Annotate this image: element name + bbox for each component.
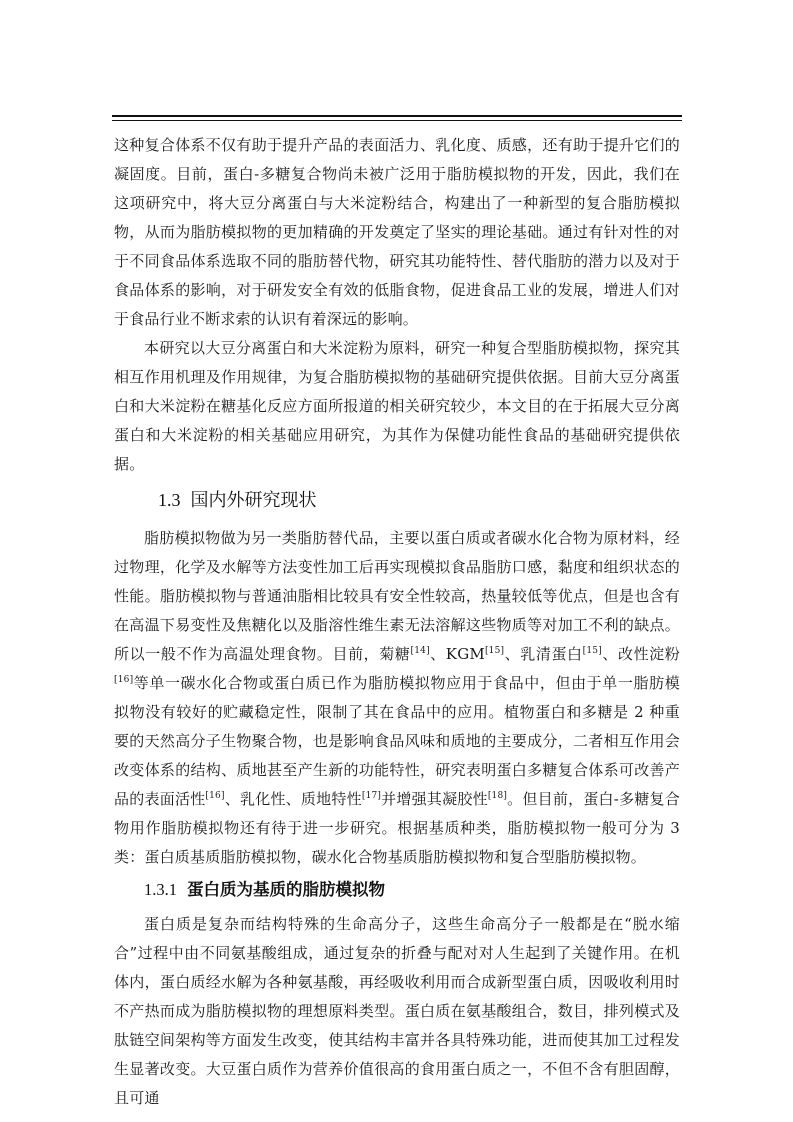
section-heading-1-3-1 [114, 874, 680, 906]
text-run: 、KGM [429, 645, 485, 663]
citation-ref: [16] [114, 675, 134, 685]
paragraph-fat-mimetics [114, 524, 680, 872]
page-body [114, 131, 680, 1113]
section-title: 蛋白质为基质的脂肪模拟物 [187, 880, 385, 899]
citation-ref: [15] [484, 646, 505, 656]
text-run: 、改性淀粉 [601, 645, 680, 663]
citation-ref: [17] [361, 791, 382, 801]
section-heading-1-3 [114, 483, 680, 518]
section-number: 1.3.1 [144, 880, 177, 899]
citation-ref: [14] [410, 646, 430, 656]
section-title: 国内外研究现状 [190, 490, 317, 511]
header-rule-thin [112, 120, 682, 121]
text-run: 并增强其凝胶性 [381, 790, 488, 808]
citation-ref: [16] [205, 791, 225, 801]
paragraph-research-aim: 本研究以大豆分离蛋白和大米淀粉为原料，研究一种复合型脂肪模拟物，探究其相互作用机理及作用规律，为复合脂肪模拟物的基础研究提供依据。目前大豆分离蛋白和大米淀粉在糖基化反应方面所报道的相关研究较少，本文目的在于拓展大豆分离蛋白和大米淀粉的相关基础应用研究，为其作为保健功能性食品的基础研究提供依据。 [114, 339, 680, 473]
paragraph-protein-based: 蛋白质是复杂而结构特殊的生命高分子，这些生命高分子一般都是在“脱水缩合”过程中由不同氨基酸组成，通过复杂的折叠与配对对人生起到了关键作用。在机体内，蛋白质经水解为各种氨基酸，再经吸收利用而合成新型蛋白质，因吸收利用时不产热而成为脂肪模拟物的理想原料类型。蛋白质在氨基酸组合，数目，排列模式及肽链空间架构等方面发生改变，使其结构丰富并各具特殊功能，进而使其加工过程发生显著改变。大豆蛋白质作为营养价值很高的食用蛋白质之一，不但不含有胆固醇，且可通 [114, 915, 680, 1107]
text-run: 等单一碳水化合物或蛋白质已作为脂肪模拟物应用于食品中，但由于单一脂肪模拟物没有较好的贮藏稳定性，限制了其在食品中的应用。植物蛋白和多糖是 2 种重要的天然高分子生物聚合物，也是影响食品风味和质地的主要成分，二者相互作用会改变体系的结构、质地甚至产生新的功能特性，研究表明蛋白多糖复合体系可改善产品的表面活性 [114, 674, 680, 808]
text-run: 、乳化性、质地特性 [224, 790, 362, 808]
text-run: 。但目前，蛋白-多糖复合物用作脂肪模拟物还有待于进一步研究。根据基质种类，脂肪模拟物一般可分为 3 类：蛋白质基质脂肪模拟物，碳水化合物基质脂肪模拟物和复合型脂肪模拟物。 [114, 790, 680, 866]
text-run: 、乳清蛋白 [504, 645, 583, 663]
section-number: 1.3 [158, 490, 181, 510]
citation-ref: [18] [487, 791, 508, 801]
paragraph-continuation: 这种复合体系不仅有助于提升产品的表面活力、乳化度、质感，还有助于提升它们的凝固度。目前，蛋白-多糖复合物尚未被广泛用于脂肪模拟物的开发，因此，我们在这项研究中，将大豆分离蛋白与大米淀粉结合，构建出了一种新型的复合脂肪模拟物，从而为脂肪模拟物的更加精确的开发奠定了坚实的理论基础。通过有针对性的对于不同食品体系选取不同的脂肪替代物，研究其功能特性、替代脂肪的潜力以及对于食品体系的影响，对于研发安全有效的低脂食物，促进食品工业的发展，增进人们对于食品行业不断求索的认识有着深远的影响。 [114, 136, 680, 328]
header-rule-thick [112, 115, 682, 117]
text-run: 脂肪模拟物做为另一类脂肪替代品，主要以蛋白质或者碳水化合物为原材料，经过物理，化学及水解等方法变性加工后再实现模拟食品脂肪口感，黏度和组织状态的性能。脂肪模拟物与普通油脂相比较具有安全性较高，热量较低等优点，但是也含有在高温下易变性及焦糖化以及脂溶性维生素无法溶解这些物质等对加工不利的缺点。所以一般不作为高温处理食物。目前，菊糖 [114, 529, 680, 663]
citation-ref: [15] [582, 646, 602, 656]
